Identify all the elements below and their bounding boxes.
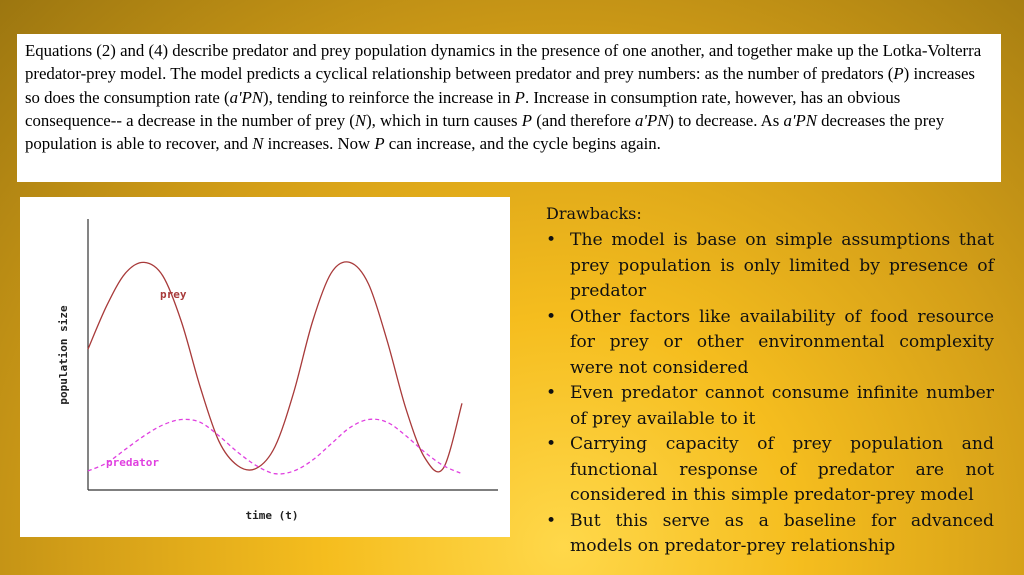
paragraph-text: ), which in turn causes (366, 110, 522, 130)
drawback-text: Even predator cannot consume infinite number of prey available to it (570, 383, 994, 429)
variable-p: P (514, 87, 525, 107)
drawbacks-section (546, 202, 994, 560)
bullet-icon: • (546, 230, 557, 250)
x-axis-label: time (t) (245, 509, 299, 522)
population-chart (20, 197, 510, 537)
paragraph-text: decreases the prey population is able to recover, and (25, 110, 945, 154)
series-line-prey (88, 262, 462, 472)
description-paragraph (17, 34, 1001, 182)
drawback-item (546, 432, 994, 509)
paragraph-text: ) to decrease. As (668, 110, 784, 130)
paragraph-text: ) increases so does the consumption rate ( (25, 64, 975, 107)
variable-apn: a'PN (229, 87, 264, 107)
bullet-icon: • (546, 510, 557, 531)
bullet-icon: • (546, 383, 557, 403)
drawback-item (546, 305, 994, 382)
variable-n: N (354, 110, 367, 130)
paragraph-text: Equations (2) and (4) describe predator and prey population dynamics in the presence of one another, and together make up the Lotka-Volterra predator-prey model. The model predicts a cyclical relationship between predator and prey numbers: as the number of predators ( (25, 41, 982, 84)
drawbacks-heading: Drawbacks: (546, 204, 642, 223)
series-label-prey: prey (160, 288, 187, 301)
paragraph-text: ), tending to reinforce the increase in (263, 87, 515, 107)
drawback-item (546, 509, 994, 560)
drawback-text: But this serve as a baseline for advanced models on predator-prey relationship (570, 510, 994, 556)
bullet-icon: • (546, 434, 557, 454)
drawback-text: The model is base on simple assumptions that prey population is only limited by presence of predator (570, 230, 994, 301)
drawback-text: Other factors like availability of food resource for prey or other environmental complexity were not considered (570, 306, 994, 378)
paragraph-text: (and therefore (532, 110, 635, 130)
drawbacks-list (546, 228, 994, 560)
variable-apn: a'PN (634, 110, 669, 130)
bullet-icon: • (546, 306, 557, 327)
paragraph-text: . Increase in consumption rate, however, has an obvious consequence-- a decrease in the number of prey ( (25, 87, 901, 130)
chart-svg (20, 197, 510, 537)
paragraph-text: can increase, and the cycle begins again. (384, 134, 661, 154)
drawback-text: Carrying capacity of prey population and functional response of predator are not considered in this simple predator-prey model (570, 434, 994, 505)
series-label-predator: predator (106, 456, 159, 469)
drawback-item (546, 228, 994, 305)
variable-p: P (893, 64, 904, 84)
variable-apn: a'PN (783, 110, 817, 130)
variable-p: P (521, 110, 532, 130)
paragraph-text: increases. Now (263, 134, 375, 154)
y-axis-label: population size (57, 305, 70, 405)
variable-n: N (252, 134, 264, 154)
drawback-item (546, 381, 994, 432)
variable-p: P (374, 134, 385, 154)
